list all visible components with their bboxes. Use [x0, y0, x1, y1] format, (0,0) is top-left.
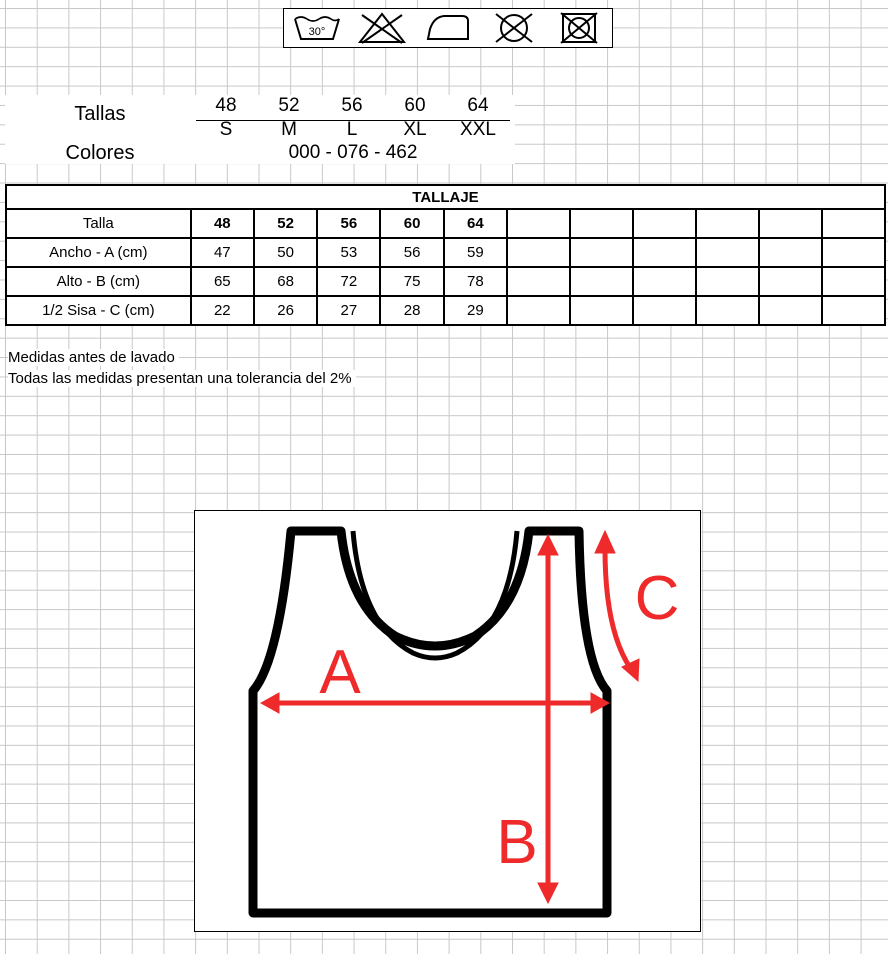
arrow-c: [595, 531, 639, 681]
note-before-wash: Medidas antes de lavado: [8, 349, 179, 366]
tallaje-table: [5, 184, 886, 326]
arrow-a: [261, 693, 609, 713]
empty-cell: [570, 238, 633, 267]
table-cell: 56: [380, 238, 443, 267]
table-row: [6, 296, 885, 325]
table-row: [6, 238, 885, 267]
arrow-b: [538, 535, 558, 903]
table-cell: 22: [191, 296, 254, 325]
table-row: [6, 209, 885, 238]
note-tolerance: Todas las medidas presentan una tolerancia del 2%: [8, 370, 356, 387]
size-number: 48: [215, 95, 237, 116]
tallas-label: Tallas: [74, 103, 126, 125]
empty-cell: [822, 238, 885, 267]
table-cell: 64: [444, 209, 507, 238]
no-dry-clean-icon: [488, 11, 540, 45]
neckline-band: [353, 531, 517, 658]
table-cell: 50: [254, 238, 317, 267]
table-cell: 28: [380, 296, 443, 325]
row-label: Talla: [6, 209, 191, 238]
size-number: 56: [341, 95, 363, 116]
size-letter: S: [219, 119, 233, 140]
empty-cell: [570, 267, 633, 296]
empty-cell: [759, 238, 822, 267]
empty-cell: [696, 296, 759, 325]
table-cell: 29: [444, 296, 507, 325]
wash-temperature: 30°: [308, 26, 326, 38]
row-label: 1/2 Sisa - C (cm): [6, 296, 191, 325]
size-letter: XL: [403, 119, 427, 140]
label-a: A: [319, 638, 361, 707]
table-cell: 59: [444, 238, 507, 267]
care-symbols: [283, 8, 613, 48]
empty-cell: [507, 267, 570, 296]
size-number: 64: [467, 95, 489, 116]
table-cell: 72: [317, 267, 380, 296]
garment-outline: [253, 531, 607, 913]
empty-cell: [633, 267, 696, 296]
empty-cell: [570, 296, 633, 325]
label-b: B: [496, 808, 538, 877]
table-cell: 52: [254, 209, 317, 238]
empty-cell: [570, 209, 633, 238]
size-letter: M: [281, 119, 297, 140]
colores-label: Colores: [65, 142, 135, 164]
colors-value: 000 - 076 - 462: [288, 142, 418, 163]
empty-cell: [696, 267, 759, 296]
iron-icon: [422, 11, 474, 45]
empty-cell: [696, 238, 759, 267]
wash-30-icon: [291, 11, 343, 45]
empty-cell: [507, 296, 570, 325]
empty-cell: [633, 238, 696, 267]
table-cell: 60: [380, 209, 443, 238]
table-cell: 68: [254, 267, 317, 296]
sizes-divider: [196, 120, 510, 121]
empty-cell: [696, 209, 759, 238]
empty-cell: [633, 296, 696, 325]
table-cell: 75: [380, 267, 443, 296]
table-row: [6, 267, 885, 296]
empty-cell: [759, 209, 822, 238]
table-cell: 26: [254, 296, 317, 325]
row-label: Ancho - A (cm): [6, 238, 191, 267]
empty-cell: [822, 209, 885, 238]
row-label: Alto - B (cm): [6, 267, 191, 296]
empty-cell: [759, 267, 822, 296]
table-cell: 65: [191, 267, 254, 296]
table-cell: 48: [191, 209, 254, 238]
no-tumble-dry-icon: [553, 11, 605, 45]
size-letter: L: [346, 119, 358, 140]
size-number: 52: [278, 95, 300, 116]
tank-top-drawing: [195, 511, 700, 931]
table-cell: 56: [317, 209, 380, 238]
empty-cell: [822, 267, 885, 296]
empty-cell: [633, 209, 696, 238]
garment-diagram: [194, 510, 701, 932]
table-cell: 53: [317, 238, 380, 267]
table-cell: 78: [444, 267, 507, 296]
empty-cell: [507, 209, 570, 238]
empty-cell: [759, 296, 822, 325]
table-cell: 27: [317, 296, 380, 325]
table-cell: 47: [191, 238, 254, 267]
no-bleach-icon: [356, 11, 408, 45]
size-letter: XXL: [460, 119, 496, 140]
empty-cell: [822, 296, 885, 325]
table-title: TALLAJE: [6, 185, 885, 209]
label-c: C: [634, 564, 680, 633]
size-number: 60: [404, 95, 426, 116]
empty-cell: [507, 238, 570, 267]
